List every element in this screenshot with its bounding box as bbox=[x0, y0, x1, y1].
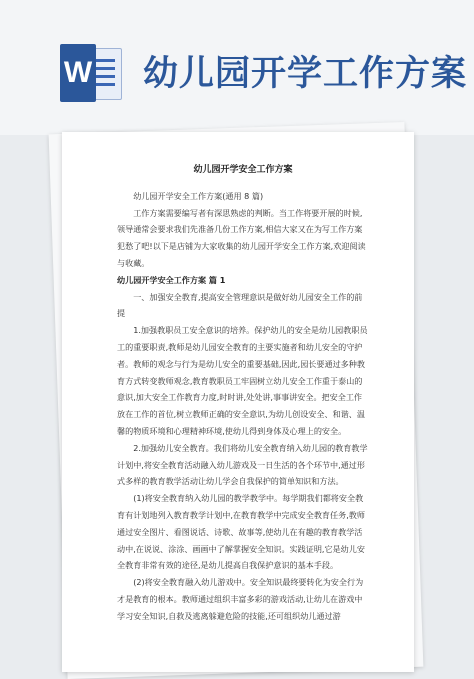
word-document-icon bbox=[60, 44, 122, 100]
paragraph-3: (1)将安全教育纳入幼儿园的教学教学中。每学期我们都将安全教育有计划地列入教育教学计划中,在教育教学中完成安全教育任务,教师通过安全图片、看图说话、诗歌、故事等,使幼儿在有趣的教育教学活动中,在说说、涂涂、画画中了解掌握安全知识。实践证明,它是幼儿安全教育非常有效的途径,是幼儿提高自我保护意识的基本手段。 bbox=[117, 493, 365, 571]
word-icon-letter: W bbox=[60, 44, 96, 102]
header-banner bbox=[0, 0, 474, 135]
intro-paragraph: 工作方案需要编写者有深思熟虑的判断。当工作将要开展的时候,领导通常会要求我们先准备几份工作方案,相信大家又在为写工作方案犯愁了吧!以下是店铺为大家收集的幼儿园开学安全工作方案,欢迎阅读与收藏。 bbox=[117, 207, 366, 268]
document-subtitle: 幼儿园开学安全工作方案(通用 8 篇) bbox=[133, 190, 264, 201]
point-heading: 一、加强安全教育,提高安全管理意识是做好幼儿园安全工作的前提 bbox=[117, 291, 363, 319]
section-heading: 幼儿园开学安全工作方案 篇 1 bbox=[117, 274, 226, 285]
document-page bbox=[62, 132, 414, 672]
document-body bbox=[117, 162, 369, 625]
paragraph-4: (2)将安全教育融入幼儿游戏中。安全知识最终要转化为安全行为才是教育的根本。教师通过组织丰富多彩的游戏活动,让幼儿在游戏中学习安全知识,自救及逃离躲避危险的技能,还可组织幼儿通过游 bbox=[117, 577, 364, 621]
paragraph-2: 2.加强幼儿安全教育。我们将幼儿安全教育纳入幼儿园的教育教学计划中,将安全教育活动融入幼儿游戏及一日生活的各个环节中,通过形式多样的教育教学活动让幼儿学会自我保护的简单知识和方法。 bbox=[117, 442, 368, 487]
document-title: 幼儿园开学安全工作方案 bbox=[193, 165, 293, 175]
banner-title: 幼儿园开学工作方案 bbox=[143, 54, 468, 94]
paragraph-1: 1.加强教职员工安全意识的培养。保护幼儿的安全是幼儿园教职员工的重要职责,教师是幼儿园安全教育的主要实施者和幼儿安全的守护者。教师的观念与行为是幼儿安全的重要基础,因此,园长要通过多种教育方式转变教师观念,教育教职员工牢固树立幼儿安全工作重于泰山的意识,加大安全工作教育力度,时时讲,处处讲,事事讲安全。把安全工作放在工作的首位,树立教师正确的安全意识,为幼儿创设安全、和谐、温馨的物质环境和心理精神环境,使幼儿得到身体及心理上的安全。 bbox=[117, 325, 368, 436]
